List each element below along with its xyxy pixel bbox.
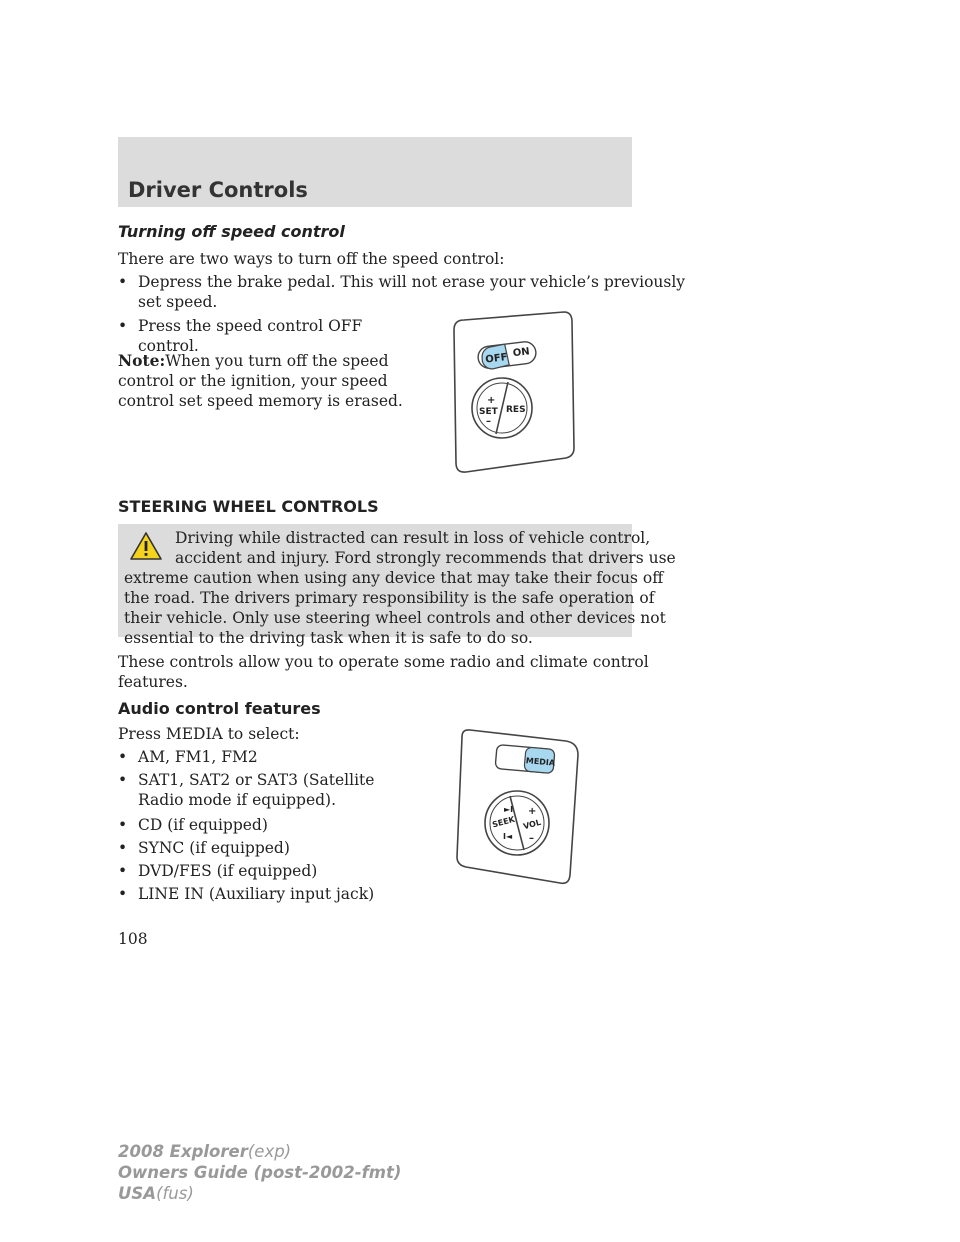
seek-volume-dial — [485, 791, 549, 855]
set-plus-label: + — [487, 395, 496, 406]
list-item: • LINE IN (Auxiliary input jack) — [118, 885, 375, 903]
media-button-label: MEDIA — [525, 756, 556, 768]
page-title: Driver Controls — [128, 178, 308, 202]
page-number: 108 — [118, 930, 148, 948]
set-resume-dial — [472, 378, 532, 438]
section-heading-steering-wheel-controls: STEERING WHEEL CONTROLS — [118, 497, 379, 516]
speed-control-note: Note:When you turn off the speed control or the ignition, your speed control set speed memory is erased. — [118, 351, 403, 410]
res-button-label: RES — [506, 405, 526, 415]
seek-button-label: SEEK — [491, 814, 516, 830]
set-minus-label: – — [486, 416, 491, 427]
seek-up-icon: ►I — [504, 805, 514, 814]
list-item: • AM, FM1, FM2 — [118, 748, 258, 766]
media-rocker-switch — [495, 745, 556, 774]
off-button-label: OFF — [484, 352, 509, 366]
audio-control-switch-illustration — [448, 725, 583, 890]
list-item: • Depress the brake pedal. This will not erase your vehicle’s previously set speed. — [118, 273, 686, 311]
section-heading-audio-control: Audio control features — [118, 699, 321, 718]
list-item: • SYNC (if equipped) — [118, 839, 290, 857]
audio-intro: Press MEDIA to select: — [118, 725, 300, 743]
warning-text: Driving while distracted can result in loss of vehicle control, accident and injury. Ford strongly recommends that drivers use extreme caution when using any device that may take their focus off the road. The drivers primary responsibility is the safe operation of their vehicle. Only use steering wheel controls and other devices not essential to the driving task when it is safe to do so. — [124, 529, 676, 647]
volume-minus-label: – — [529, 833, 534, 844]
list-item: • Press the speed control OFF control. — [118, 317, 363, 355]
document-footer: 2008 Explorer(exp) Owners Guide (post-2002-fmt) USA(fus) — [118, 1142, 402, 1203]
section-heading-speed-control: Turning off speed control — [118, 222, 345, 241]
volume-button-label: VOL — [522, 817, 542, 832]
seek-down-icon: I◄ — [503, 832, 513, 841]
steering-controls-intro: These controls allow you to operate some radio and climate control features. — [118, 653, 649, 691]
set-button-label: SET — [479, 407, 498, 417]
on-button-label: ON — [512, 346, 531, 360]
speed-control-switch-illustration — [448, 310, 578, 475]
list-item: • DVD/FES (if equipped) — [118, 862, 318, 880]
speed-control-intro: There are two ways to turn off the speed control: — [118, 250, 505, 268]
list-item: • CD (if equipped) — [118, 816, 268, 834]
volume-plus-label: + — [528, 806, 537, 817]
list-item: • SAT1, SAT2 or SAT3 (Satellite Radio mode if equipped). — [118, 771, 375, 809]
